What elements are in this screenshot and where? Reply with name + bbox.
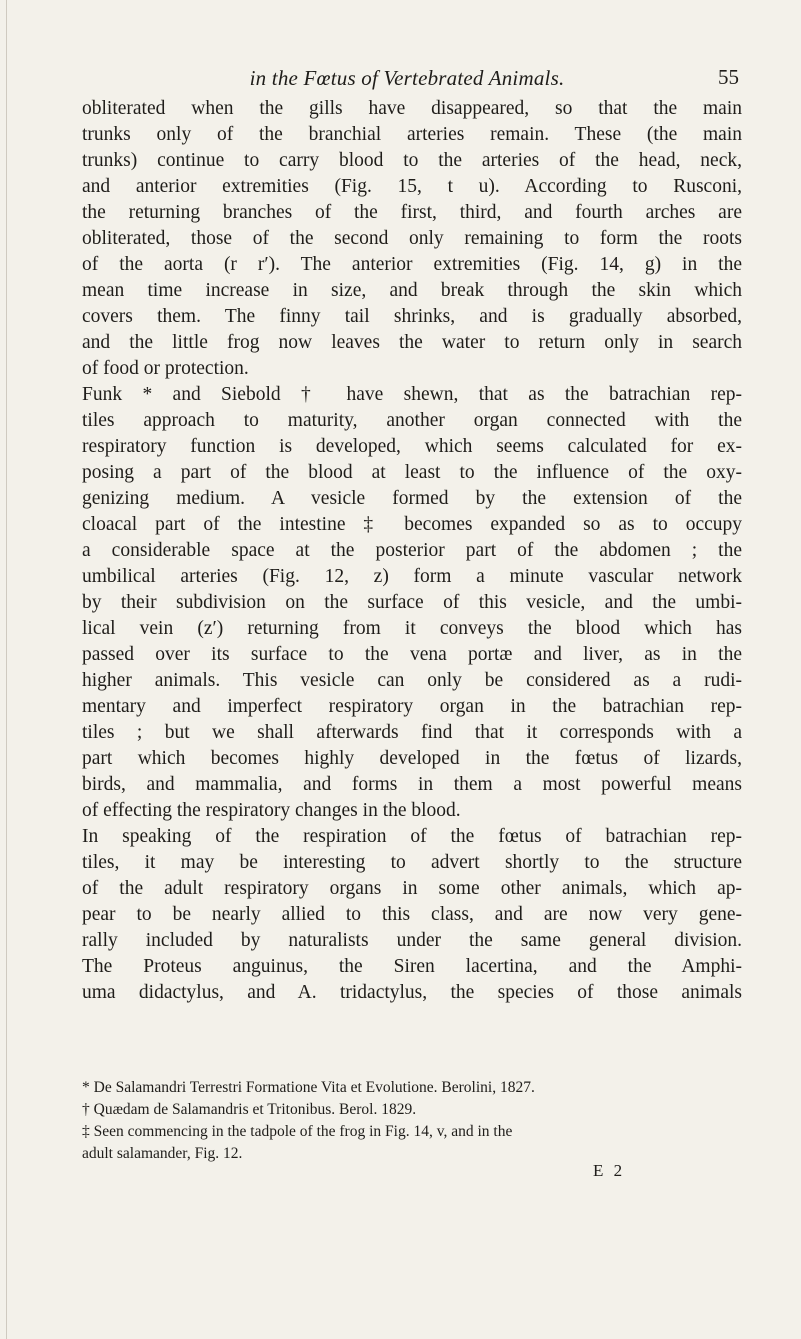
- text-line: uma didactylus, and A. tridactylus, the species of those animals: [82, 982, 742, 1003]
- text-line: obliterated, those of the second only remaining to form the roots: [82, 228, 742, 249]
- text-line: tiles approach to maturity, another organ connected with the: [82, 410, 742, 431]
- text-line: the returning branches of the first, third, and fourth arches are: [82, 202, 742, 223]
- text-line: part which becomes highly developed in the fœtus of lizards,: [82, 748, 742, 769]
- text-line: pear to be nearly allied to this class, and are now very gene-: [82, 904, 742, 925]
- page-number: 55: [718, 65, 739, 89]
- text-line: respiratory function is developed, which seems calculated for ex-: [82, 436, 742, 457]
- text-line: higher animals. This vesicle can only be considered as a rudi-: [82, 670, 742, 691]
- footnote-continuation: adult salamander, Fig. 12.: [82, 1145, 243, 1162]
- footnote: * De Salamandri Terrestri Formatione Vita et Evolutione. Berolini, 1827.: [82, 1079, 535, 1096]
- body-text: [82, 96, 742, 1006]
- text-line: The Proteus anguinus, the Siren lacertina, and the Amphi-: [82, 956, 742, 977]
- text-line: mean time increase in size, and break through the skin which: [82, 280, 742, 301]
- text-line: and anterior extremities (Fig. 15, t u). According to Rusconi,: [82, 176, 742, 197]
- footnote: † Quædam de Salamandris et Tritonibus. Berol. 1829.: [82, 1101, 417, 1118]
- text-line: of the aorta (r r′). The anterior extremities (Fig. 14, g) in the: [82, 254, 742, 275]
- text-line: of the adult respiratory organs in some other animals, which ap-: [82, 878, 742, 899]
- text-line: cloacal part of the intestine ‡ becomes expanded so as to occupy: [82, 514, 742, 535]
- text-line: trunks) continue to carry blood to the arteries of the head, neck,: [82, 150, 742, 171]
- text-line: mentary and imperfect respiratory organ in the batrachian rep-: [82, 696, 742, 717]
- text-line: tiles ; but we shall afterwards find that it corresponds with a: [82, 722, 742, 743]
- text-line: trunks only of the branchial arteries remain. These (the main: [82, 124, 742, 145]
- text-line: a considerable space at the posterior part of the abdomen ; the: [82, 540, 742, 561]
- text-line: and the little frog now leaves the water to return only in search: [82, 332, 742, 353]
- text-line: umbilical arteries (Fig. 12, z) form a minute vascular network: [82, 566, 742, 587]
- footnote: ‡ Seen commencing in the tadpole of the frog in Fig. 14, v, and in the: [82, 1123, 513, 1140]
- text-line: Funk * and Siebold † have shewn, that as the batrachian rep-: [82, 384, 742, 405]
- text-line: lical vein (z′) returning from it conveys the blood which has: [82, 618, 742, 639]
- running-head: in the Fœtus of Vertebrated Animals.: [249, 66, 565, 90]
- text-line: by their subdivision on the surface of this vesicle, and the umbi-: [82, 592, 742, 613]
- text-line: covers them. The finny tail shrinks, and is gradually absorbed,: [82, 306, 742, 327]
- text-line: passed over its surface to the vena portæ and liver, as in the: [82, 644, 742, 665]
- page-edge-rule: [6, 0, 7, 1339]
- text-line: birds, and mammalia, and forms in them a most powerful means: [82, 774, 742, 795]
- footnotes: [82, 1077, 744, 1165]
- text-line: of effecting the respiratory changes in the blood.: [82, 800, 461, 821]
- text-line: posing a part of the blood at least to the influence of the oxy-: [82, 462, 742, 483]
- text-line: tiles, it may be interesting to advert shortly to the structure: [82, 852, 742, 873]
- signature-mark: E 2: [593, 1161, 626, 1180]
- text-line: rally included by naturalists under the same general division.: [82, 930, 742, 951]
- text-line: of food or protection.: [82, 358, 249, 379]
- text-line: In speaking of the respiration of the fœtus of batrachian rep-: [82, 826, 742, 847]
- text-line: obliterated when the gills have disappeared, so that the main: [82, 98, 742, 119]
- text-line: genizing medium. A vesicle formed by the extension of the: [82, 488, 742, 509]
